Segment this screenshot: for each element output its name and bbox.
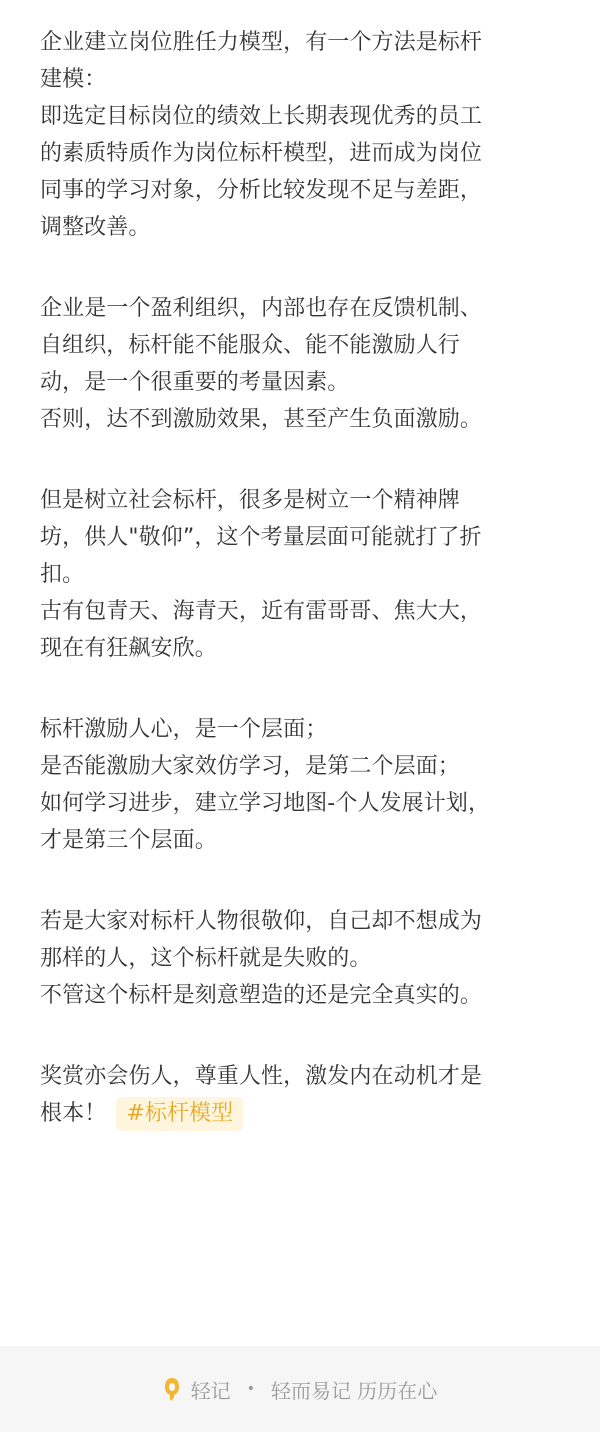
text-line: 但是树立社会标杆，很多是树立一个精神牌 bbox=[40, 488, 460, 513]
hashtag-tag[interactable]: #标杆模型 bbox=[116, 1097, 243, 1131]
text-line: 自组织，标杆能不能服众、能不能激励人行 bbox=[40, 333, 460, 358]
paragraph bbox=[40, 903, 565, 1014]
app-footer bbox=[0, 1346, 600, 1432]
paragraph bbox=[40, 290, 565, 438]
text-line: 企业是一个盈利组织，内部也存在反馈机制、 bbox=[40, 296, 483, 321]
text-line: 是否能激励大家效仿学习，是第二个层面； bbox=[40, 754, 460, 779]
paragraph bbox=[40, 1058, 565, 1132]
text-line: 如何学习进步，建立学习地图-个人发展计划， bbox=[40, 791, 491, 816]
text-line: 不管这个标杆是刻意塑造的还是完全真实的。 bbox=[40, 983, 483, 1008]
text-line: 那样的人，这个标杆就是失败的。 bbox=[40, 946, 372, 971]
text-line: 动，是一个很重要的考量因素。 bbox=[40, 370, 350, 395]
text-line: 扣。 bbox=[40, 562, 85, 587]
app-name: 轻记 bbox=[190, 1378, 231, 1403]
text-line: 企业建立岗位胜任力模型，有一个方法是标杆 bbox=[40, 30, 483, 55]
text-line: 若是大家对标杆人物很敬仰，自己却不想成为 bbox=[40, 909, 483, 934]
text-line: 才是第三个层面。 bbox=[40, 828, 217, 853]
separator-dot: • bbox=[246, 1381, 255, 1397]
text-line: 现在有狂飙安欣。 bbox=[40, 636, 217, 661]
app-slogan: 轻而易记 历历在心 bbox=[270, 1378, 438, 1403]
text-line: 否则，达不到激励效果，甚至产生负面激励。 bbox=[40, 407, 483, 432]
text-line: 建模： bbox=[40, 67, 107, 92]
text-line: 调整改善。 bbox=[40, 215, 151, 240]
qingji-logo-icon bbox=[163, 1376, 181, 1402]
text-line: 古有包青天、海青天，近有雷哥哥、焦大大， bbox=[40, 599, 483, 624]
text-line: 奖赏亦会伤人，尊重人性，激发内在动机才是 bbox=[40, 1064, 483, 1089]
text-line: 坊，供人"敬仰”，这个考量层面可能就打了折 bbox=[40, 525, 482, 550]
paragraph bbox=[40, 711, 565, 859]
text-line: 标杆激励人心，是一个层面； bbox=[40, 717, 328, 742]
text-line: 的素质特质作为岗位标杆模型，进而成为岗位 bbox=[40, 141, 483, 166]
text-line: 即选定目标岗位的绩效上长期表现优秀的员工 bbox=[40, 104, 483, 129]
post-content bbox=[40, 24, 565, 1176]
text-line: 同事的学习对象，分析比较发现不足与差距， bbox=[40, 178, 483, 203]
paragraph bbox=[40, 24, 565, 246]
text-fragment: 根本！ bbox=[40, 1101, 107, 1126]
text-line-with-hashtag bbox=[40, 1095, 565, 1132]
paragraph bbox=[40, 482, 565, 667]
